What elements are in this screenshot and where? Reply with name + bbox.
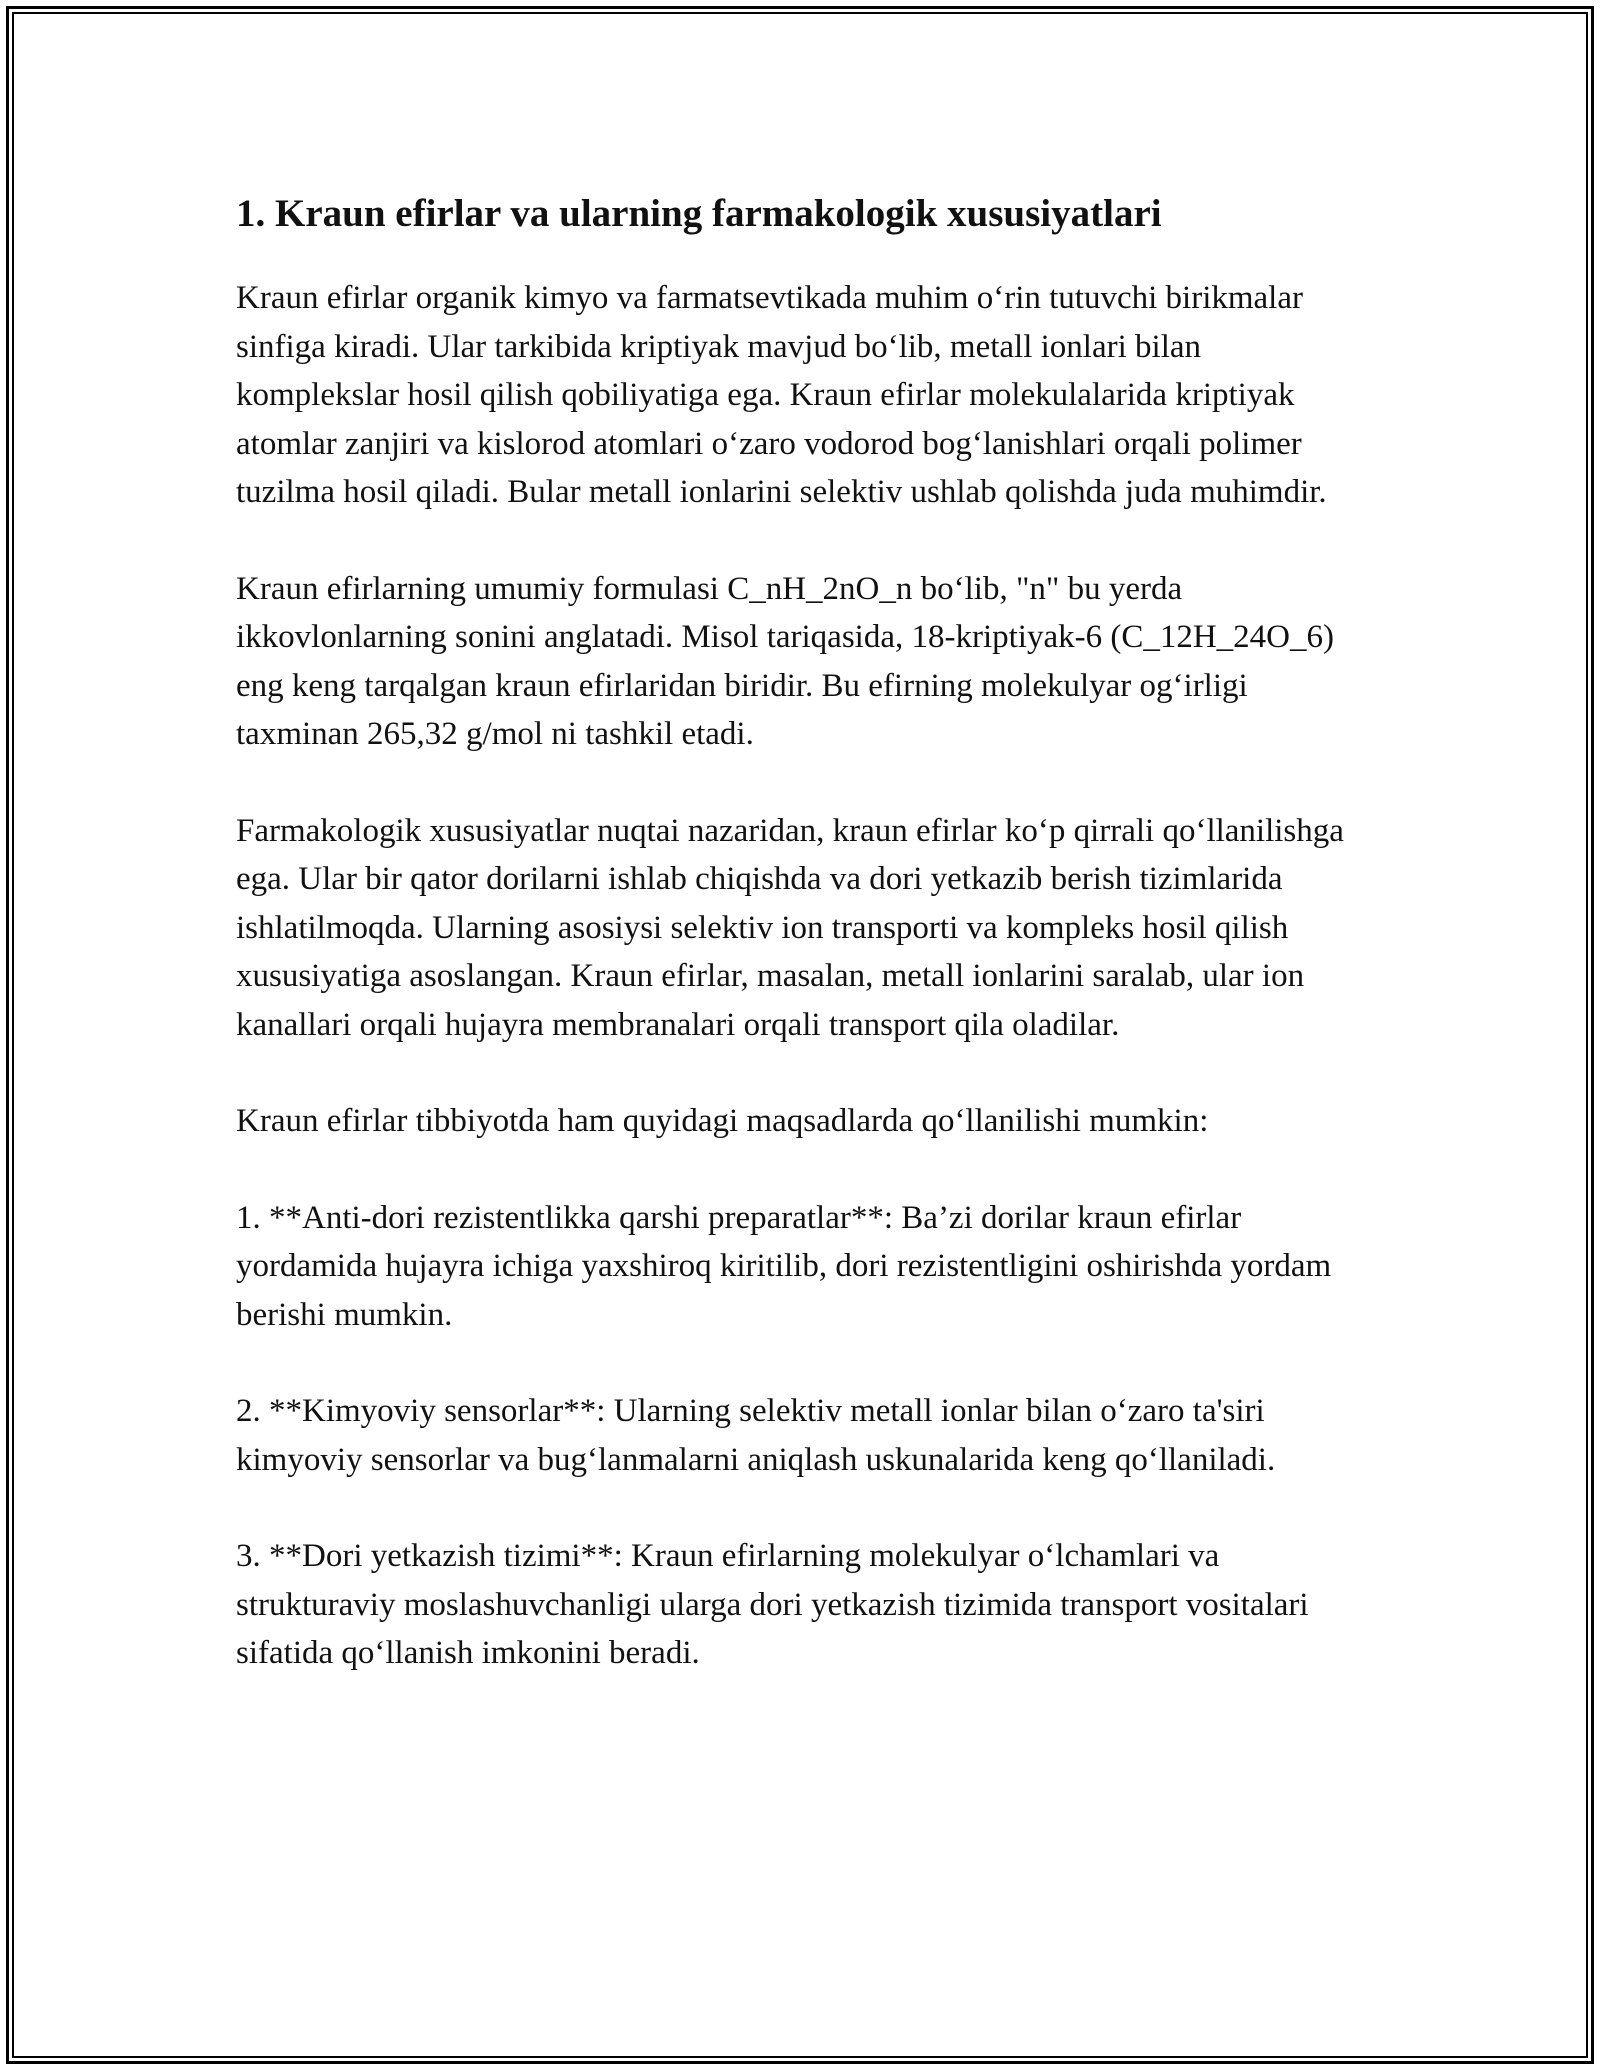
paragraph-formula: Kraun efirlarning umumiy formulasi C_nH_2nO_n bo‘lib, "n" bu yerda ikkovlonlarning sonini anglatadi. Misol tariqasida, 18-kriptiyak-6 (C_12H_24O_6) eng keng tarqalgan kraun efirlaridan biridir. Bu efirning molekulyar og‘irligi taxminan 265,32 g/mol ni tashkil etadi. — [236, 570, 1335, 752]
document-body — [236, 190, 1366, 1726]
list-item-anti-resistance: 1. **Anti-dori rezistentlikka qarshi preparatlar**: Ba’zi dorilar kraun efirlar yordamida hujayra ichiga yaxshiroq kiritilib, dori rezistentligini oshirishda yordam berishi mumkin. — [236, 1199, 1332, 1333]
paragraph-intro: Kraun efirlar organik kimyo va farmatsevtikada muhim o‘rin tutuvchi birikmalar sinfiga kiradi. Ular tarkibida kriptiyak mavjud bo‘lib, metall ionlari bilan komplekslar hosil qilish qobiliyatiga ega. Kraun efirlar molekulalarida kriptiyak atomlar zanjiri va kislorod atomlari o‘zaro vodorod bog‘lanishlari orqali polimer tuzilma hosil qiladi. Bular metall ionlarini selektiv ushlab qolishda juda muhimdir. — [236, 280, 1327, 510]
paragraph-medical-uses: Kraun efirlar tibbiyotda ham quyidagi maqsadlarda qo‘llanilishi mumkin: — [236, 1103, 1209, 1139]
paragraph-pharmacology: Farmakologik xususiyatlar nuqtai nazaridan, kraun efirlar ko‘p qirrali qo‘llanilishga ega. Ular bir qator dorilarni ishlab chiqishda va dori yetkazib berish tizimlarida ishlatilmoqda. Ularning asosiysi selektiv ion transporti va kompleks hosil qilish xususiyatiga asoslangan. Kraun efirlar, masalan, metall ionlarini saralab, ular ion kanallari orqali hujayra membranalari orqali transport qila oladilar. — [236, 812, 1344, 1043]
list-item-drug-delivery: 3. **Dori yetkazish tizimi**: Kraun efirlarning molekulyar o‘lchamlari va strukturaviy moslashuvchanligi ularga dori yetkazish tizimida transport vositalari sifatida qo‘llanish imkonini beradi. — [236, 1538, 1309, 1671]
list-item-chemical-sensors: 2. **Kimyoviy sensorlar**: Ularning selektiv metall ionlar bilan o‘zaro ta'siri kimyoviy sensorlar va bug‘lanmalarni aniqlash uskunalarida keng qo‘llaniladi. — [236, 1393, 1276, 1478]
document-title: 1. Kraun efirlar va ularning farmakologik xususiyatlari — [236, 192, 1162, 235]
